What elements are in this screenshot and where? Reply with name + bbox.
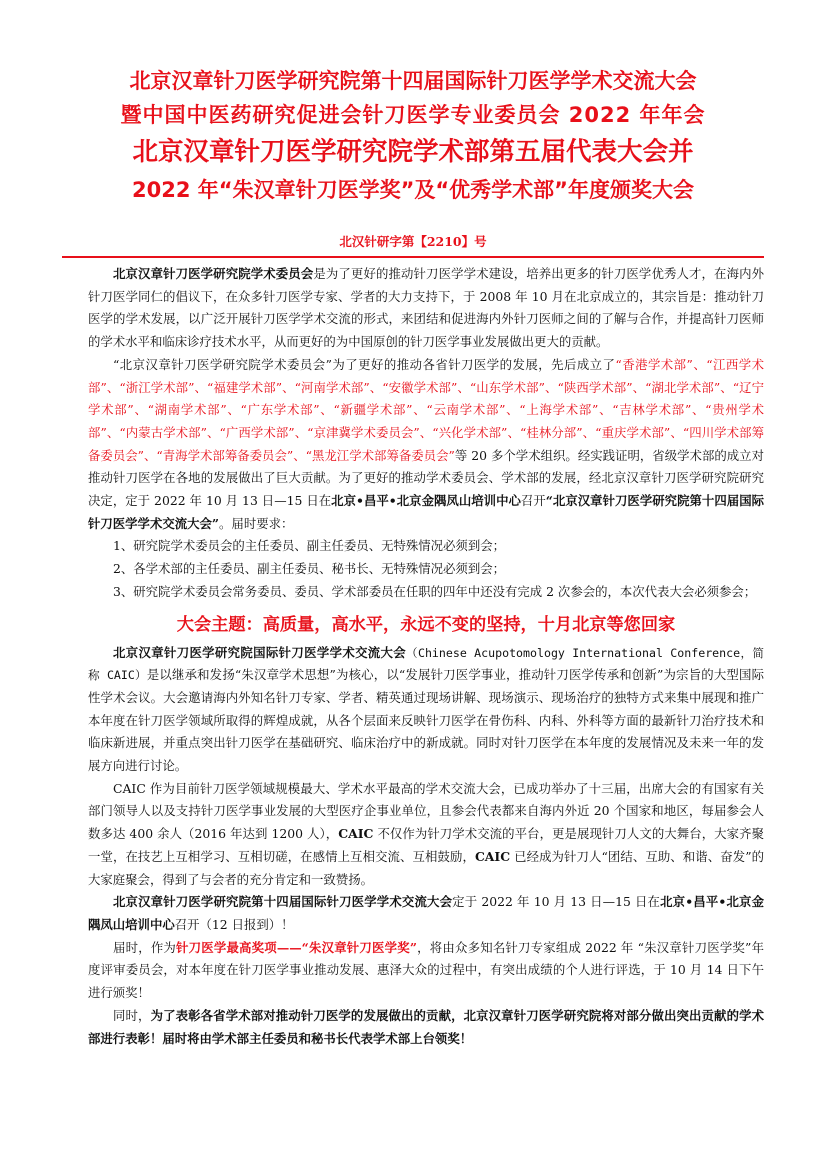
document-body [88,263,764,1050]
conference-name: 北京汉章针刀医学研究院第十四届国际针刀医学学术交流大会 [113,894,453,910]
paragraph-caic [88,642,764,778]
paragraph-award [88,937,764,1005]
header-divider [62,256,764,258]
paragraph-intro [88,263,764,354]
requirement-item: 2、各学术部的主任委员、副主任委员、秘书长、无特殊情况必须到会； [113,561,505,577]
caic-text: 是以继承和发扬“朱汉章学术思想”为核心，以“发展针刀医学事业，推动针刀医学传承和创新”为宗旨的大型国际性学术会议。大会邀请海内外知名针刀专家、学者、精英通过现场讲解、现场演示、现场治疗的独特方式来集中展现和推广本年度在针刀医学领域所取得的辉煌成就，从各个层面来反映针刀医学在骨伤科、内科、外科等方面的最新针刀治疗技术和临床新进展，并重点突出针刀医学在基础研究、临床治疗中的新成就。同时对针刀医学在本年度的发展情况及未来一年的发展方向进行讨论。 [88,667,764,774]
title-block [0,64,826,208]
document-number: 北汉针研字第【2210】号 [339,234,487,249]
commendation-text: 为了表彰各省学术部对推动针刀医学的发展做出的贡献，北京汉章针刀医学研究院将对部分做出突出贡献的学术部进行表彰！届时将由学术部主任委员和秘书长代表学术部上台领奖！ [88,1007,765,1046]
branches-mid: 等 20 多个学术组织。经实践证明，省级学术部的成立对推动针刀医学在各地的发展做出了巨大贡献。为了更好的推动学术委员会、学术部的发展，经北京汉章针刀医学研究院研究决定，定于 2022 年 10 月 13 日—15 日在 [88,447,764,509]
paragraph-scale [88,778,764,892]
intro-text: 是为了更好的推动针刀医学学术建设，培养出更多的针刀医学优秀人才，在海内外针刀医学同仁的倡议下，在众多针刀医学专家、学者的大力支持下，于 2008 年 10 月在北京成立的，其宗旨是：推动针刀医学的学术发展，以广泛开展针刀医学学术交流的形式，来团结和促进海内外针刀医师之间的了解与合作，并提高针刀医师的学术水平和临床诊疗技术水平，从而更好的为中国原创的针刀医学事业发展做出更大的贡献。 [88,266,765,350]
commendation-lead: 同时， [113,1007,151,1023]
title-line-2: 暨中国中医药研究促进会针刀医学专业委员会 2022 年年会 [120,103,706,127]
paragraph-commendation [88,1005,764,1050]
paragraph-branches [88,354,764,536]
committee-name: 北京汉章针刀医学研究院学术委员会 [113,266,314,281]
scale-text-c: 已经成为针刀人“团结、互助、和谐、奋发”的大家庭聚会，得到了与会者的充分肯定和一致赞扬。 [88,848,765,887]
venue-name: 北京•昌平•北京金隅凤山培训中心 [331,493,521,509]
caic-abbr: CAIC [338,826,374,842]
title-line-1: 北京汉章针刀医学研究院第十四届国际针刀医学学术交流大会 [129,69,697,93]
requirement-item: 1、研究院学术委员会的主任委员、副主任委员、无特殊情况必须到会； [113,538,505,554]
schedule-text: 定于 2022 年 10 月 13 日—15 日在 [452,894,661,910]
branches-end: 。届时要求： [219,515,294,531]
caic-abbr: CAIC [474,848,511,864]
award-name: 针刀医学最高奖项——“朱汉章针刀医学奖” [176,939,417,955]
paragraph-schedule [88,891,764,936]
conference-name: “北京汉章针刀医学研究院第十四届国际针刀医学学术交流大会” [88,493,764,531]
caic-name: 北京汉章针刀医学研究院国际针刀医学学术交流大会 [113,644,407,660]
award-text-b: ，将由众多知名针刀专家组成 2022 年 “朱汉章针刀医学奖”年度评审委员会，对本年度在针刀医学事业推动发展、惠泽大众的过程中，有突出成绩的个人进行评选，于 10 月 14 日下午进行颁奖！ [88,939,764,1001]
requirement-item: 3、研究院学术委员会常务委员、委员、学术部委员在任职的四年中还没有完成 2 次参会的，本次代表大会必须参会； [113,583,757,599]
title-line-3: 北京汉章针刀医学研究院学术部第五届代表大会并 [132,137,694,167]
venue-name: 北京•昌平•北京金隅凤山培训中心 [88,894,765,932]
scale-text-a: CAIC 作为目前针刀医学领域规模最大、学术水平最高的学术交流大会，已成功举办了十三届，出席大会的有国家有关部门领导人以及支持针刀医学事业发展的大型医疗企事业单位，且参会代表都来自海内外近 20 个国家和地区，每届参会人数多达 400 余人（2016 年达到 1200 人）， [88,780,764,842]
branches-mid2: 召开 [520,493,546,509]
scale-text-b: 不仅作为针刀学术交流的平台，更是展现针刀人文的大舞台，大家齐聚一堂，在技艺上互相学习、互相切磋，在感情上互相交流、互相鼓励， [88,826,764,864]
award-text-a: 届时，作为 [113,939,177,955]
schedule-end: 召开（12 日报到）！ [174,916,294,932]
conference-theme: 大会主题：高质量，高水平，永远不变的坚持，十月北京等您回家 [176,614,676,635]
branches-intro: “北京汉章针刀医学研究院学术委员会”为了更好的推动各省针刀医学的发展，先后成立了 [113,356,616,372]
caic-english-name: （Chinese Acupotomology International Conference，简称 CAIC） [88,645,764,683]
title-line-4: 2022 年“朱汉章针刀医学奖”及“优秀学术部”年度颁奖大会 [132,178,694,202]
branches-list: “香港学术部”、“江西学术部”、“浙江学术部”、“福建学术部”、“河南学术部”、“安徽学术部”、“山东学术部”、“陕西学术部”、“湖北学术部”、“辽宁学术部”、“湖南学术部”、“广东学术部”、“新疆学术部”、“云南学术部”、“上海学术部”、“吉林学术部”、“贵州学术部”、“内蒙古学术部”、“广西学术部”、“京津冀学术委员会”、“兴化学术部”、“桂林分部”、“重庆学术部”、“四川学术部筹备委员会”、“青海学术部筹备委员会”、“黑龙江学术部筹备委员会” [88,356,764,463]
requirements-list [88,535,764,603]
